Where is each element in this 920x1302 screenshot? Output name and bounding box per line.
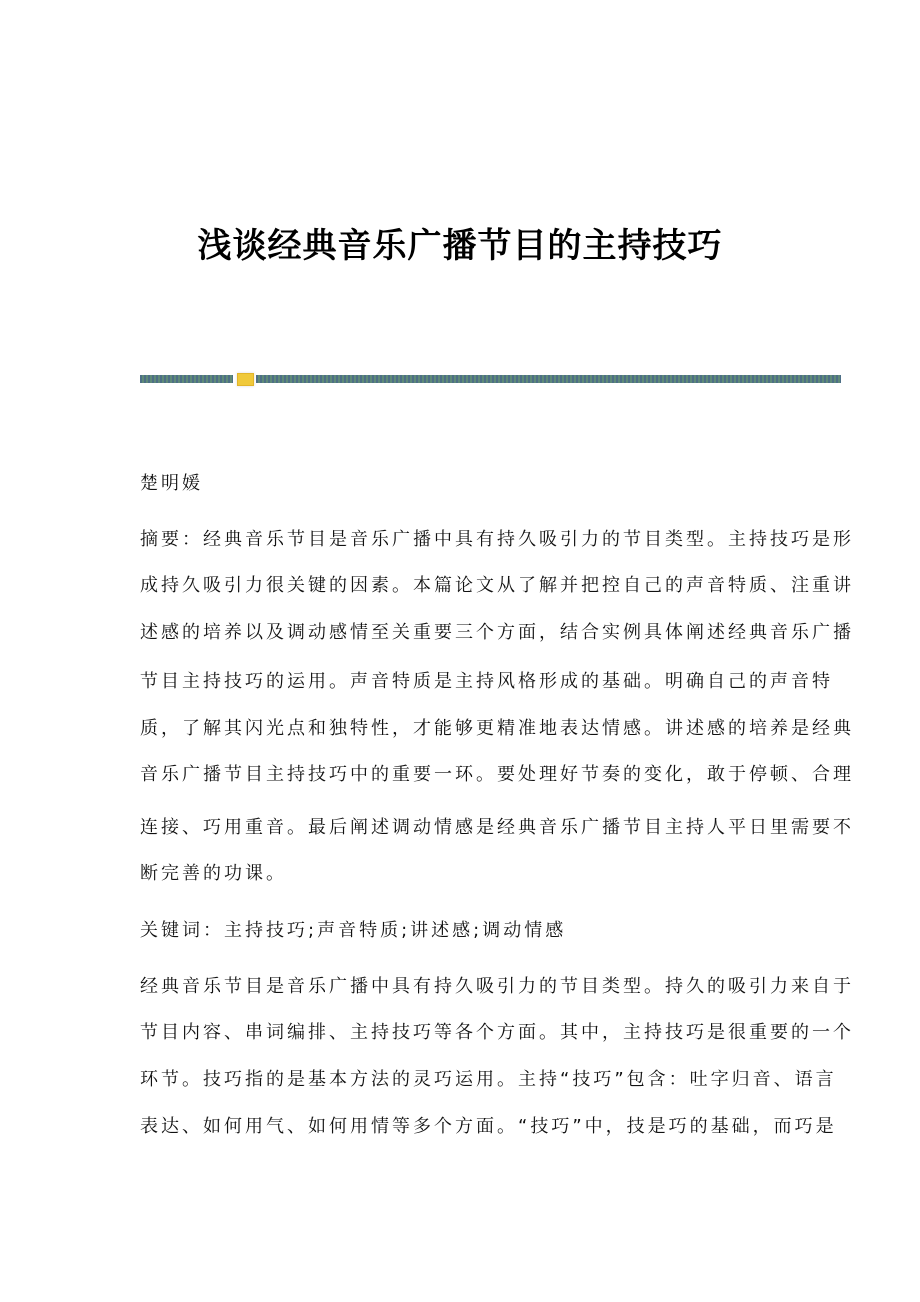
abstract-line: 节目主持技巧的运用。声音特质是主持风格形成的基础。明确自己的声音特: [140, 671, 833, 692]
abstract-line: 断完善的功课。: [140, 863, 287, 884]
divider-ornament: [237, 373, 254, 386]
divider-right: [256, 375, 841, 383]
author: 楚明媛: [140, 473, 203, 494]
abstract-line: 音乐广播节目主持技巧中的重要一环。要处理好节奏的变化，敢于停顿、合理: [140, 764, 854, 785]
body-line: 经典音乐节目是音乐广播中具有持久吸引力的节目类型。持久的吸引力来自于: [140, 976, 854, 997]
divider-left: [140, 375, 233, 383]
body-line: 环节。技巧指的是基本方法的灵巧运用。主持“技巧”包含：吐字归音、语言: [140, 1069, 837, 1090]
abstract-line: 连接、巧用重音。最后阐述调动情感是经典音乐广播节目主持人平日里需要不: [140, 817, 854, 838]
abstract-line: 成持久吸引力很关键的因素。本篇论文从了解并把控自己的声音特质、注重讲: [140, 575, 854, 596]
keywords: 关键词：主持技巧;声音特质;讲述感;调动情感: [140, 920, 567, 941]
document-title: 浅谈经典音乐广播节目的主持技巧: [197, 226, 723, 266]
abstract-line: 述感的培养以及调动感情至关重要三个方面，结合实例具体阐述经典音乐广播: [140, 622, 854, 643]
body-line: 表达、如何用气、如何用情等多个方面。“技巧”中，技是巧的基础，而巧是: [140, 1116, 837, 1137]
body-line: 节目内容、串词编排、主持技巧等各个方面。其中，主持技巧是很重要的一个: [140, 1022, 854, 1043]
abstract-line: 摘要：经典音乐节目是音乐广播中具有持久吸引力的节目类型。主持技巧是形: [140, 529, 854, 550]
abstract-line: 质，了解其闪光点和独特性，才能够更精准地表达情感。讲述感的培养是经典: [140, 718, 854, 739]
